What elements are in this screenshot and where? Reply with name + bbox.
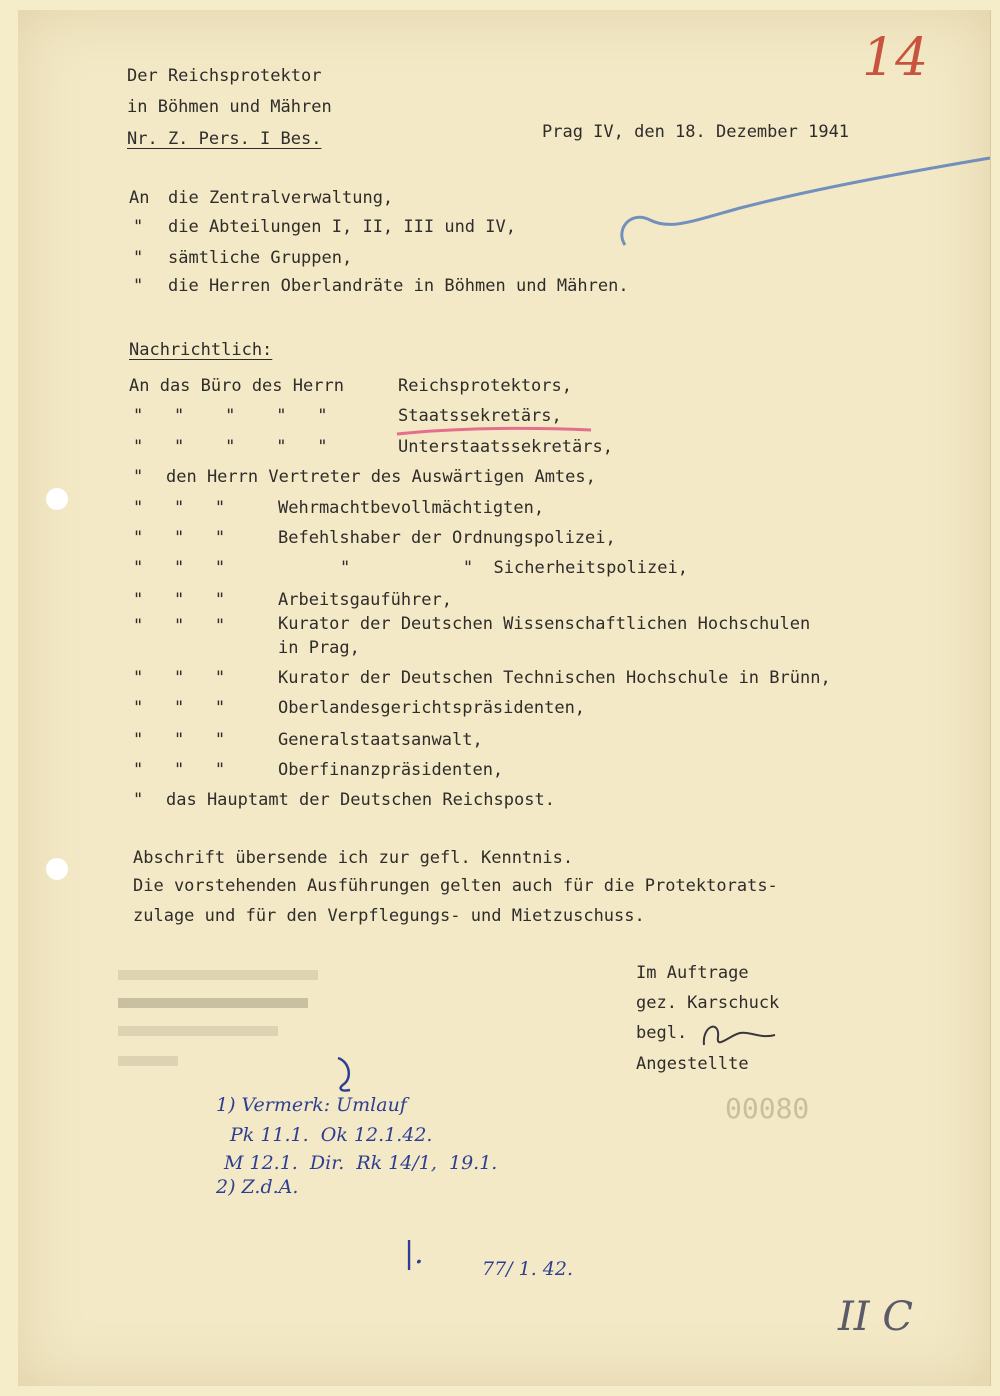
cc-line: in Prag, [278, 638, 360, 658]
cc-line: den Herrn Vertreter des Auswärtigen Amtes, [166, 467, 596, 487]
cc-line: Kurator der Deutschen Technischen Hochschule in Brünn, [278, 668, 831, 688]
annotation-line-2: Pk 11.1. Ok 12.1.42. [230, 1124, 433, 1146]
corner-pencil-mark: II C [838, 1294, 913, 1340]
sender-line-1: Der Reichsprotektor [127, 66, 322, 86]
cc-marks: " " " [133, 616, 226, 636]
recipient-line: die Zentralverwaltung, [168, 188, 394, 208]
faded-typed-block [118, 964, 328, 1084]
cc-line: Kurator der Deutschen Wissenschaftlichen Hochschulen [278, 614, 811, 634]
sender-line-2: in Böhmen und Mähren [127, 97, 332, 117]
cc-line: " " Sicherheitspolizei, [340, 558, 688, 578]
cc-marks: " " " [133, 668, 226, 688]
handwritten-initials [700, 1015, 790, 1055]
cc-line: Staatssekretärs, [398, 406, 562, 426]
cc-line: Oberfinanzpräsidenten, [278, 760, 504, 780]
cc-marks: " " " " " [133, 437, 328, 457]
recipient-line: sämtliche Gruppen, [168, 248, 353, 268]
cc-heading: Nachrichtlich: [129, 340, 273, 360]
annotation-line-5: 77/ 1. 42. [482, 1258, 574, 1280]
place-date: Prag IV, den 18. Dezember 1941 [542, 122, 850, 142]
cc-line: Unterstaatssekretärs, [398, 437, 613, 457]
cc-marks: " [133, 467, 144, 487]
signature-line-2: gez. Karschuck [636, 993, 780, 1013]
body-line-1: Abschrift übersende ich zur gefl. Kenntnis. [133, 848, 574, 868]
blue-checkmark [330, 1052, 360, 1094]
cc-marks: " " " " " [133, 406, 328, 426]
blue-pencil-stroke [610, 150, 1000, 270]
folio-number: 14 [862, 28, 929, 88]
body-line-2: Die vorstehenden Ausführungen gelten auch für die Protektorats- [133, 876, 778, 896]
cc-marks: " " " [133, 730, 226, 750]
reference-number: Nr. Z. Pers. I Bes. [127, 129, 322, 149]
signature-line-3: begl. [636, 1023, 688, 1043]
cc-marks: " " " [133, 760, 226, 780]
cc-line: Oberlandesgerichtspräsidenten, [278, 698, 586, 718]
recipient-line: die Abteilungen I, II, III und IV, [168, 217, 516, 237]
cc-marks: " " " [133, 698, 226, 718]
cc-line: Generalstaatsanwalt, [278, 730, 483, 750]
annotation-mark-1: |. [404, 1236, 424, 1271]
cc-marks: " " " [133, 590, 226, 610]
annotation-line-1: 1) Vermerk: Umlauf [216, 1094, 407, 1116]
signature-line-4: Angestellte [636, 1054, 749, 1074]
cc-marks: " " " [133, 558, 226, 578]
red-underline-mark [395, 424, 595, 438]
recipient-line: die Herren Oberlandräte in Böhmen und Mähren. [168, 276, 629, 296]
faint-stamp-number: 00080 [725, 1092, 810, 1125]
cc-line: Reichsprotektors, [398, 376, 572, 396]
cc-marks: " " " [133, 498, 226, 518]
signature-line-1: Im Auftrage [636, 963, 749, 983]
annotation-line-3: M 12.1. Dir. Rk 14/1, 19.1. [224, 1152, 498, 1174]
cc-marks: An das Büro des Herrn [129, 376, 344, 396]
body-line-3: zulage und für den Verpflegungs- und Mietzuschuss. [133, 906, 645, 926]
cc-marks: " [133, 790, 144, 810]
cc-line: Wehrmachtbevollmächtigten, [278, 498, 545, 518]
recipient-prefix: " [133, 248, 144, 268]
cc-line: Arbeitsgauführer, [278, 590, 452, 610]
recipient-prefix: " [133, 276, 144, 296]
punch-hole-bottom [46, 858, 68, 880]
annotation-line-4: 2) Z.d.A. [216, 1176, 299, 1198]
punch-hole-top [46, 488, 68, 510]
cc-line: das Hauptamt der Deutschen Reichspost. [166, 790, 555, 810]
recipient-prefix: " [133, 217, 144, 237]
cc-line: Befehlshaber der Ordnungspolizei, [278, 528, 616, 548]
recipient-prefix: An [129, 188, 150, 208]
cc-marks: " " " [133, 528, 226, 548]
